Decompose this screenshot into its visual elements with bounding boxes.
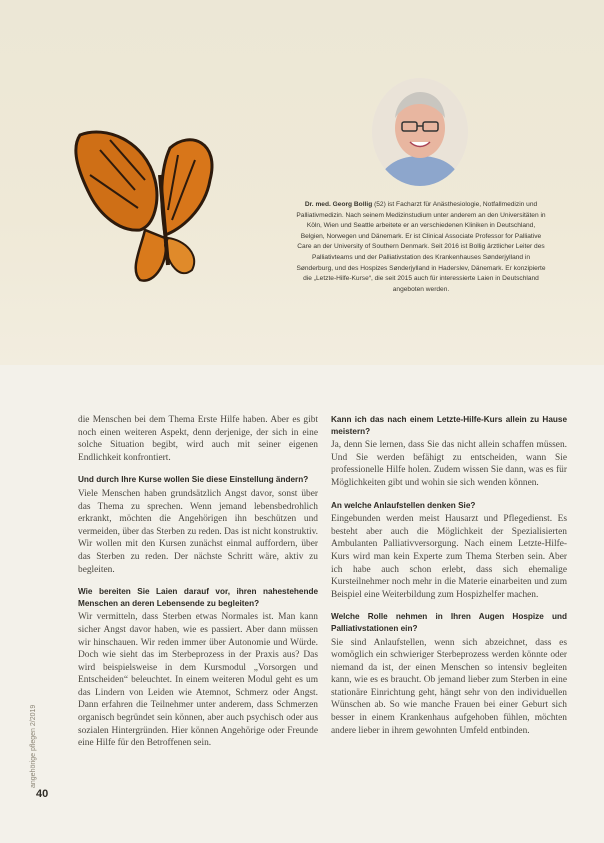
paragraph: Eingebunden werden meist Hausarzt und Pflegedienst. Es besteht aber auch die Möglichkeit der Spezialisierten Ambulanten Palliativversorgung. Nach einem Letzte-Hilfe-Kurs wird man kein Experte zum Thema Sterben sein. Aber ich habe auch schon erlebt, dass sich ehemalige Kursteilnehmer noch mehr in die Materie einarbeiten und zum Beispiel eine Weiterbildung zum Hospizhelfer machen. — [331, 514, 567, 600]
question-heading: Welche Rolle nehmen in Ihren Augen Hospize und Palliativstationen ein? — [331, 612, 567, 633]
question-heading: Wie bereiten Sie Laien darauf vor, ihren nahestehende Menschen an deren Lebensende zu begleiten? — [78, 587, 318, 608]
paragraph: Sie sind Anlaufstellen, wenn sich abzeichnet, dass es womöglich ein schwieriger Sterbeprozess werden könnte oder niemand da ist, der einen Menschen so intensiv begleiten kann, wie es es braucht. Ob jemand lieber zum Sterben in eine stationäre Einrichtung geht, hängt sehr von den individuellen Wünschen ab. So wie manche Frauen bei einer Geburt sich besser in einem Krankenhaus aufgehoben fühlen, möchten andere lieber in ihrem gewohnten Umfeld entbinden. — [331, 637, 567, 736]
author-bio — [296, 200, 546, 295]
page-number: 40 — [36, 788, 49, 800]
author-portrait — [372, 78, 468, 186]
right-column — [331, 414, 567, 743]
author-bio-text: (52) ist Facharzt für Anästhesiologie, Notfallmedizin und Palliativmedizin. Nach seinem Medizinstudium unter anderem an den Universitäten in Köln, Wien und Seattle arbeitete er an verschiedenen Kliniken in Deutschland, Belgien, Norwegen und Dänemark. Er ist Clinical Associate Professor for Palliative Care an der University of Southern Denmark. Seit 2016 ist Bollig ärztlicher Leiter des Palliativteams und der Palliativstation des Krankenhauses Sønderjylland in Sønderburg, und des Hospizes Sønderjylland in Haderslev, Dänemark. Er konzipierte die „Letzte-Hilfe-Kurse“, die seit 2015 auch für interessierte Laien in Deutschland angeboten werden. — [296, 201, 546, 293]
paragraph: Wir vermitteln, dass Sterben etwas Normales ist. Man kann sicher Angst davor haben, wie es passiert. Aber dann müssen wir hinschauen. Wir reden immer über Autonomie und Würde. Doch wie sieht das im Sterbeprozess in der Praxis aus? Das wird beispielsweise in dem Kursmodul „Vorsorgen und Entscheiden“ beleuchtet. In einem weiteren Modul geht es um das Lindern von Leiden wie Atemnot, Schmerz oder Angst. Dann erfahren die Teilnehmer unter anderem, dass Schmerzen organisch begründet sein können, aber auch psychisch oder aus sozialen Hintergründen. Hier können Angehörige oder Freunde eine Hilfe für den Betroffenen sein. — [78, 612, 318, 749]
paragraph: Viele Menschen haben grundsätzlich Angst davor, sonst über das Thema zu sprechen. Wenn jemand lebensbedrohlich erkrankt, möchten die Angehörigen ihn beschützen und vermeiden, über das Sterben zu reden. Das ist nicht konstruktiv. Wir wollen mit den Kursen zunächst einmal auffordern, über das Sterben zu reden. Der nächste Schritt wäre, aktiv zu begleiten. — [78, 488, 318, 575]
paragraph: Ja, denn Sie lernen, dass Sie das nicht allein schaffen müssen. Und Sie werden befähigt zu entscheiden, wann Sie professionelle Hilfe holen. Zudem wissen Sie dann, was es für Möglichkeiten gibt und wohin sie sich wenden können. — [331, 440, 567, 488]
butterfly-illustration — [60, 120, 230, 290]
hero-image — [0, 0, 604, 365]
paragraph: die Menschen bei dem Thema Erste Hilfe haben. Aber es gibt noch einen weiteren Aspekt, denn derjenige, der sich in eine solche Situation begibt, wird auch mit seiner eigenen Endlichkeit konfrontiert. — [78, 415, 318, 463]
author-name: Dr. med. Georg Bollig — [304, 201, 373, 208]
left-column — [78, 414, 318, 756]
question-heading: Und durch Ihre Kurse wollen Sie diese Einstellung ändern? — [78, 475, 309, 485]
question-heading: Kann ich das nach einem Letzte-Hilfe-Kurs allein zu Hause meistern? — [331, 415, 567, 436]
magazine-issue-label: angehörige pflegen 2/2019 — [30, 704, 37, 788]
magazine-sidebar — [30, 668, 42, 788]
question-heading: An welche Anlaufstellen denken Sie? — [331, 500, 476, 510]
